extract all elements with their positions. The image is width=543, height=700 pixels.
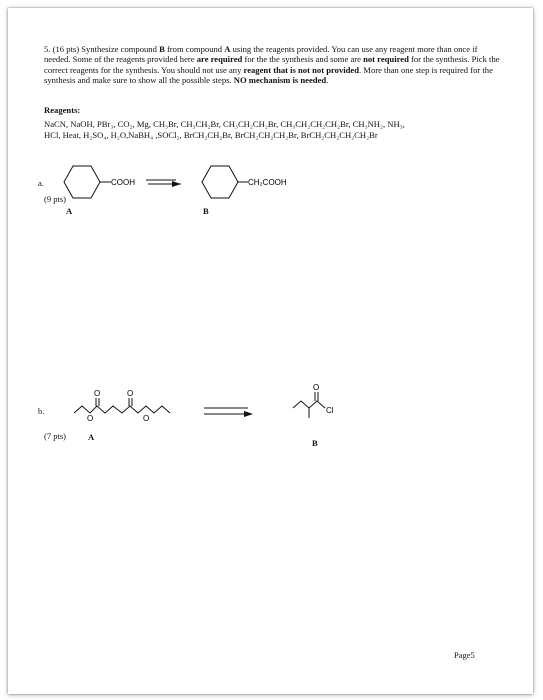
part-b-scheme <box>8 8 533 694</box>
reagents-line-2: HCl, Heat, H₂SO₄, H₂O,NaBH₄ ,SOCl₂, BrCH₂CH₂Br, BrCH₂CH₂CH₂Br, BrCH₂CH₂CH₂CH₂Br <box>44 130 378 140</box>
part-a-points: (9 pts) <box>44 194 66 204</box>
question-text: 5. (16 pts) Synthesize compound B from compound A using the reagents provided. You can use any reagent more than once if needed. Some of the reagents provided here are required for the the synthesis and some are not required for the synthesis. Pick the correct reagents for the synthesis. You should not use any reagent that is not not provided. More than one step is required for the synthesis and make sure to show all the possible steps. NO mechanism is needed. <box>44 44 500 86</box>
group-ch2cooh: CH₂COOH <box>248 178 287 187</box>
diester-skeleton <box>74 406 170 413</box>
reagents-line-1: NaCN, NaOH, PBr₃, CO₂, Mg, CH₃Br, CH₃CH₂Br, CH₃CH₂CH₂Br, CH₃CH₂CH₂CH₂Br, CH₃NH₂, NH₃, <box>44 119 405 129</box>
part-a-label-b: B <box>203 206 209 216</box>
document-page <box>8 8 533 694</box>
part-b-label-b: B <box>312 438 318 448</box>
part-b-label-a: A <box>88 432 95 442</box>
reagents-title: Reagents: <box>44 105 81 115</box>
part-a-label-a: A <box>66 206 73 216</box>
reaction-arrow-b <box>204 408 253 417</box>
part-b-points: (7 pts) <box>44 431 66 441</box>
acid-chloride-o: O <box>313 383 320 392</box>
group-cooh: COOH <box>111 178 135 187</box>
acid-chloride-skeleton <box>293 401 325 408</box>
ester-o-2: O <box>143 414 150 423</box>
carbonyl-o-2: O <box>127 389 134 398</box>
page-number: Page5 <box>454 650 475 660</box>
acid-chloride-cl: Cl <box>326 406 334 415</box>
part-b-letter: b. <box>38 406 45 416</box>
part-a-letter: a. <box>38 178 44 188</box>
ester-o-1: O <box>87 414 94 423</box>
carbonyl-o-1: O <box>94 389 101 398</box>
